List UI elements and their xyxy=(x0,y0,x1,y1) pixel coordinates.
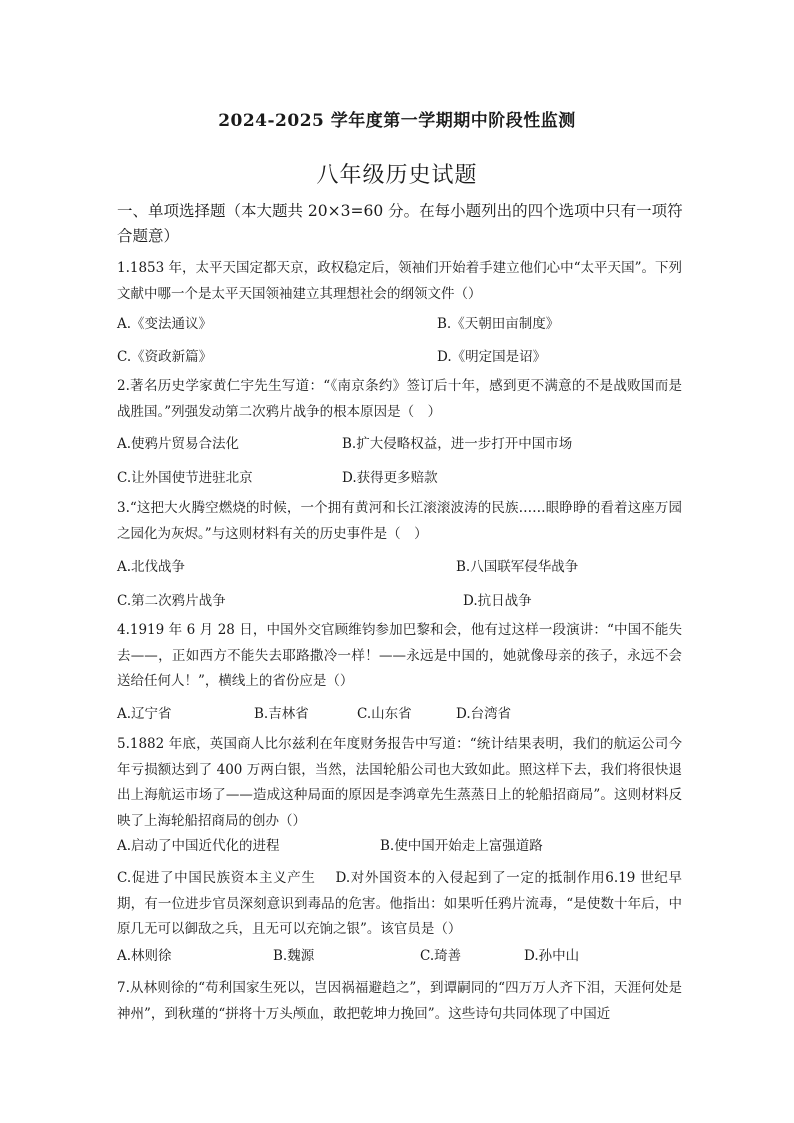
question-3-option-d: D.抗日战争 xyxy=(463,593,532,609)
question-3-option-a: A.北伐战争 xyxy=(117,559,186,575)
question-1-option-a: A.《变法通议》 xyxy=(117,316,213,332)
question-6-option-a: A.林则徐 xyxy=(117,948,172,964)
question-4-option-d: D.台湾省 xyxy=(456,706,512,722)
question-2-option-b: B.扩大侵略权益，进一步打开中国市场 xyxy=(342,436,573,452)
question-5-option-b: B.使中国开始走上富强道路 xyxy=(380,838,543,854)
question-6-option-b: B.魏源 xyxy=(273,948,315,964)
question-3-option-b: B.八国联军侵华战争 xyxy=(456,559,579,575)
question-4-option-c: C.山东省 xyxy=(357,706,412,722)
question-5-option-c: C.促进了中国民族资本主义产生 xyxy=(117,870,316,886)
question-5-6-line xyxy=(117,866,682,943)
question-2-option-a: A.使鸦片贸易合法化 xyxy=(117,436,240,452)
question-3-stem: 3.“这把大火腾空燃烧的时候，一个拥有黄河和长江滚滚波涛的民族……眼睁睁的看着这座万园之园化为灰烬。”与这则材料有关的历史事件是（ ） xyxy=(117,500,682,542)
question-4-stem: 4.1919 年 6 月 28 日，中国外交官顾维钧参加巴黎和会，他有过这样一段演讲：“中国不能失去——，正如西方不能失去耶路撒冷一样！——永远是中国的，她就像母亲的孩子，永远不会送给任何人！”，横线上的省份应是（） xyxy=(117,622,682,689)
question-5-option-a: A.启动了中国近代化的进程 xyxy=(117,838,280,854)
question-2-option-c: C.让外国使节进驻北京 xyxy=(117,470,253,486)
question-5-stem: 5.1882 年底，英国商人比尔兹利在年度财务报告中写道：“统计结果表明，我们的航运公司今年亏损额达到了 400 万两白银，当然，法国轮船公司也大致如此。照这样下去，我们将很快退出上海航运市场了——造成这种局面的原因是李鸿章先生蒸蒸日上的轮船招商局”。这则材料反映了上海轮船招商局的创办（） xyxy=(117,736,682,829)
section-heading: 一、单项选择题（本大题共 20×3=60 分。在每小题列出的四个选项中只有一项符合题意） xyxy=(117,202,683,245)
question-1-stem: 1.1853 年，太平天国定都天京，政权稳定后，领袖们开始着手建立他们心中“太平天国”。下列文献中哪一个是太平天国领袖建立其理想社会的纲领文件（） xyxy=(117,260,682,302)
exam-subtitle: 八年级历史试题 xyxy=(316,163,478,188)
question-1-option-c: C.《资政新篇》 xyxy=(117,349,213,365)
question-1-option-d: D.《明定国是诏》 xyxy=(437,349,547,365)
question-3-option-c: C.第二次鸦片战争 xyxy=(117,593,226,609)
question-7-stem: 7.从林则徐的“苟利国家生死以，岂因祸福避趋之”，到谭嗣同的“四万万人齐下泪，天涯何处是神州”，到秋瑾的“拼将十万头颅血，敢把乾坤力挽回”。这些诗句共同体现了中国近 xyxy=(117,980,682,1022)
question-6-stem: 6.19 世纪早期，有一位进步官员深刻意识到毒品的危害。他指出：如果听任鸦片流毒，“是使数十年后，中原几无可以御敌之兵，且无可以充饷之银”。该官员是（） xyxy=(117,870,682,937)
question-2-option-d: D.获得更多赔款 xyxy=(342,470,438,486)
question-6-option-c: C.琦善 xyxy=(420,948,462,964)
question-1-option-b: B.《天朝田亩制度》 xyxy=(437,316,560,332)
question-4-option-b: B.吉林省 xyxy=(254,706,309,722)
question-6-option-d: D.孙中山 xyxy=(524,948,580,964)
question-2-stem: 2.著名历史学家黄仁宇先生写道：“《南京条约》签订后十年，感到更不满意的不是战败国而是战胜国。”列强发动第二次鸦片战争的根本原因是（ ） xyxy=(117,378,682,420)
question-4-option-a: A.辽宁省 xyxy=(117,706,172,722)
question-5-option-d: D.对外国资本的入侵起到了一定的抵制作用 xyxy=(335,870,606,886)
exam-title: 2024-2025 学年度第一学期期中阶段性监测 xyxy=(218,111,576,131)
